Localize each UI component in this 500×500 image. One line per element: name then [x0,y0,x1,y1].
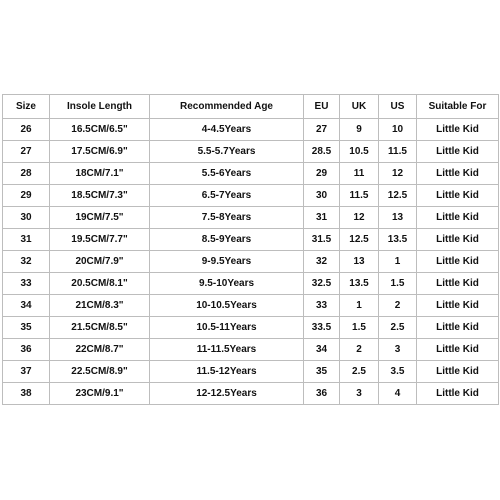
table-row [3,229,499,251]
header-us: US [379,95,417,119]
cell-suitable-for: Little Kid [417,229,499,251]
cell-suitable-for: Little Kid [417,383,499,405]
header-size: Size [3,95,50,119]
cell-size: 30 [3,207,50,229]
cell-size: 32 [3,251,50,273]
cell-insole-length: 19CM/7.5" [50,207,150,229]
cell-insole-length: 22.5CM/8.9" [50,361,150,383]
cell-suitable-for: Little Kid [417,295,499,317]
cell-size: 38 [3,383,50,405]
table-row [3,295,499,317]
cell-us: 3.5 [379,361,417,383]
cell-insole-length: 23CM/9.1" [50,383,150,405]
cell-recommended-age: 4-4.5Years [150,119,304,141]
cell-suitable-for: Little Kid [417,119,499,141]
table-header-row [3,95,499,119]
cell-suitable-for: Little Kid [417,141,499,163]
cell-suitable-for: Little Kid [417,251,499,273]
cell-recommended-age: 11.5-12Years [150,361,304,383]
cell-eu: 29 [304,163,340,185]
cell-eu: 35 [304,361,340,383]
cell-uk: 2 [340,339,379,361]
cell-us: 11.5 [379,141,417,163]
cell-size: 29 [3,185,50,207]
cell-eu: 32 [304,251,340,273]
cell-recommended-age: 7.5-8Years [150,207,304,229]
cell-suitable-for: Little Kid [417,273,499,295]
cell-us: 13.5 [379,229,417,251]
cell-us: 2.5 [379,317,417,339]
cell-insole-length: 21CM/8.3" [50,295,150,317]
cell-uk: 1.5 [340,317,379,339]
table-row [3,361,499,383]
cell-insole-length: 20CM/7.9" [50,251,150,273]
cell-size: 33 [3,273,50,295]
cell-eu: 32.5 [304,273,340,295]
cell-recommended-age: 6.5-7Years [150,185,304,207]
cell-recommended-age: 9.5-10Years [150,273,304,295]
table-row [3,207,499,229]
cell-insole-length: 16.5CM/6.5" [50,119,150,141]
cell-size: 31 [3,229,50,251]
cell-insole-length: 18CM/7.1" [50,163,150,185]
cell-us: 10 [379,119,417,141]
cell-recommended-age: 8.5-9Years [150,229,304,251]
cell-insole-length: 18.5CM/7.3" [50,185,150,207]
cell-size: 27 [3,141,50,163]
cell-us: 1 [379,251,417,273]
cell-us: 4 [379,383,417,405]
cell-insole-length: 20.5CM/8.1" [50,273,150,295]
header-eu: EU [304,95,340,119]
cell-size: 26 [3,119,50,141]
table-body [3,119,499,405]
cell-uk: 11.5 [340,185,379,207]
cell-eu: 36 [304,383,340,405]
cell-uk: 10.5 [340,141,379,163]
cell-eu: 31.5 [304,229,340,251]
table-row [3,119,499,141]
cell-recommended-age: 9-9.5Years [150,251,304,273]
cell-eu: 33.5 [304,317,340,339]
table-row [3,163,499,185]
table-row [3,383,499,405]
cell-recommended-age: 11-11.5Years [150,339,304,361]
cell-eu: 28.5 [304,141,340,163]
cell-suitable-for: Little Kid [417,185,499,207]
cell-us: 2 [379,295,417,317]
cell-eu: 34 [304,339,340,361]
cell-size: 28 [3,163,50,185]
cell-size: 36 [3,339,50,361]
cell-uk: 13.5 [340,273,379,295]
cell-eu: 33 [304,295,340,317]
cell-us: 12 [379,163,417,185]
cell-eu: 31 [304,207,340,229]
cell-size: 37 [3,361,50,383]
cell-insole-length: 22CM/8.7" [50,339,150,361]
header-recommended-age: Recommended Age [150,95,304,119]
cell-recommended-age: 5.5-6Years [150,163,304,185]
cell-uk: 13 [340,251,379,273]
cell-us: 1.5 [379,273,417,295]
cell-insole-length: 21.5CM/8.5" [50,317,150,339]
table-row [3,339,499,361]
cell-suitable-for: Little Kid [417,207,499,229]
cell-recommended-age: 5.5-5.7Years [150,141,304,163]
table-row [3,273,499,295]
size-chart-table [2,94,499,405]
cell-size: 34 [3,295,50,317]
cell-suitable-for: Little Kid [417,317,499,339]
table-row [3,141,499,163]
table-row [3,317,499,339]
cell-uk: 9 [340,119,379,141]
cell-suitable-for: Little Kid [417,339,499,361]
cell-uk: 3 [340,383,379,405]
cell-us: 12.5 [379,185,417,207]
header-suitable-for: Suitable For [417,95,499,119]
table-row [3,185,499,207]
cell-uk: 12.5 [340,229,379,251]
cell-suitable-for: Little Kid [417,361,499,383]
cell-uk: 12 [340,207,379,229]
cell-us: 3 [379,339,417,361]
header-uk: UK [340,95,379,119]
cell-uk: 2.5 [340,361,379,383]
table-row [3,251,499,273]
header-insole-length: Insole Length [50,95,150,119]
cell-recommended-age: 12-12.5Years [150,383,304,405]
cell-size: 35 [3,317,50,339]
cell-us: 13 [379,207,417,229]
cell-suitable-for: Little Kid [417,163,499,185]
cell-uk: 1 [340,295,379,317]
cell-uk: 11 [340,163,379,185]
cell-recommended-age: 10.5-11Years [150,317,304,339]
cell-eu: 27 [304,119,340,141]
cell-recommended-age: 10-10.5Years [150,295,304,317]
cell-insole-length: 17.5CM/6.9" [50,141,150,163]
cell-eu: 30 [304,185,340,207]
cell-insole-length: 19.5CM/7.7" [50,229,150,251]
